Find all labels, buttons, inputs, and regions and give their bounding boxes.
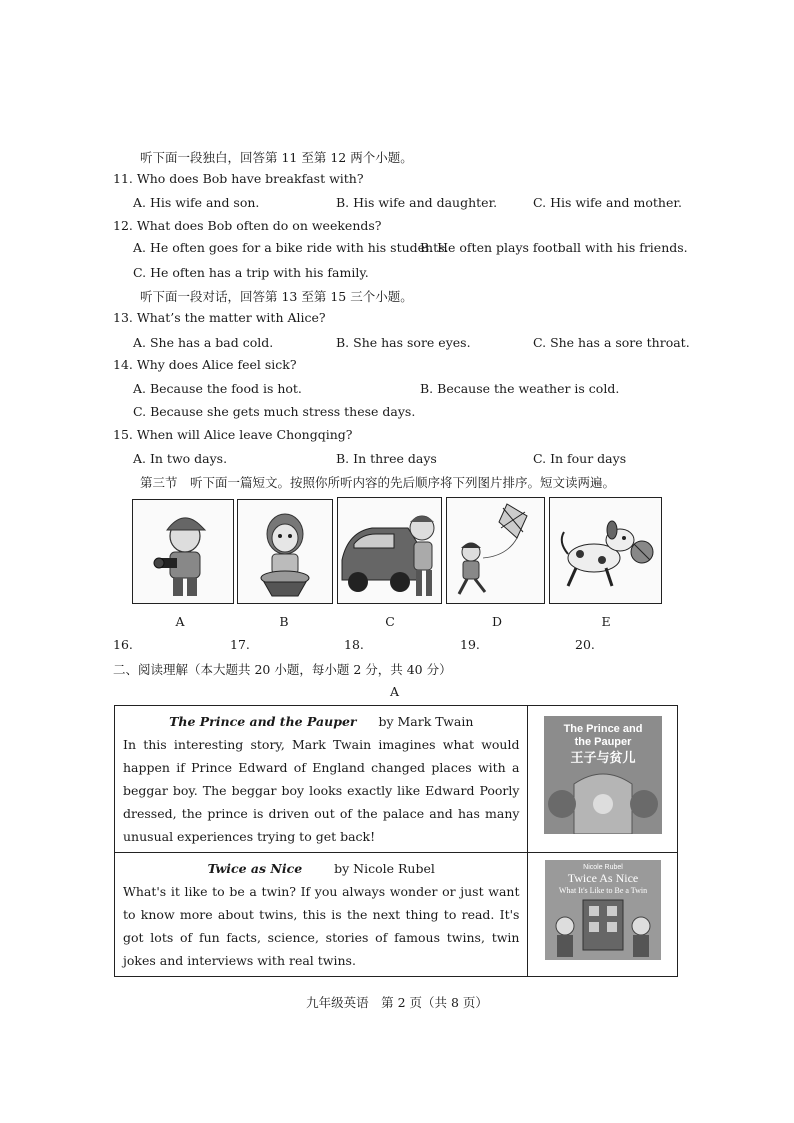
section3-instruction: 第三节 听下面一篇短文。按照你所听内容的先后顺序将下列图片排序。短文读两遍。 [140, 475, 616, 490]
q11-option-a: A. His wife and son. [133, 195, 260, 210]
svg-text:王子与贫儿: 王子与贫儿 [570, 751, 636, 766]
question-13: 13. What’s the matter with Alice? [113, 310, 326, 325]
answer-20: 20. [575, 637, 595, 652]
q14-option-a: A. Because the food is hot. [133, 381, 302, 396]
passage-letter: A [390, 684, 400, 699]
picture-label-c: C [385, 614, 395, 629]
q15-option-c: C. In four days [533, 451, 627, 466]
picture-label-a: A [175, 614, 185, 629]
picture-label-e: E [601, 614, 611, 629]
svg-text:What It's Like to Be a Twin: What It's Like to Be a Twin [558, 886, 647, 895]
book-cover-prince-pauper [544, 716, 662, 834]
page-footer: 九年级英语 第 2 页（共 8 页） [306, 995, 488, 1010]
book-title-line [123, 710, 519, 733]
q15-option-b: B. In three days [336, 451, 437, 466]
answer-18: 18. [344, 637, 364, 652]
picture-b-girl-cooking [237, 499, 333, 604]
q13-option-b: B. She has sore eyes. [336, 335, 471, 350]
picture-c-boy-washing-car [337, 497, 442, 604]
book-cover-cell [528, 706, 678, 853]
svg-text:Nicole Rubel: Nicole Rubel [582, 864, 623, 871]
question-14: 14. Why does Alice feel sick? [113, 357, 297, 372]
picture-label-d: D [491, 614, 503, 629]
book-title-line [123, 857, 519, 880]
dialog-instruction: 听下面一段对话，回答第 13 至第 15 三个小题。 [140, 289, 413, 304]
book-cover-twice-as-nice [545, 860, 661, 960]
q13-option-c: C. She has a sore throat. [533, 335, 690, 350]
answer-19: 19. [460, 637, 480, 652]
q12-option-c: C. He often has a trip with his family. [133, 265, 369, 280]
q14-option-b: B. Because the weather is cold. [420, 381, 620, 396]
book-row [115, 706, 678, 853]
question-11: 11. Who does Bob have breakfast with? [113, 171, 364, 186]
picture-a-boy-camera [132, 499, 234, 604]
q11-option-c: C. His wife and mother. [533, 195, 682, 210]
book-row [115, 853, 678, 977]
book-author: by Nicole Rubel [334, 861, 435, 876]
book-cover-cell [528, 853, 678, 977]
book-table [114, 705, 678, 977]
question-12: 12. What does Bob often do on weekends? [113, 218, 382, 233]
picture-label-b: B [279, 614, 289, 629]
picture-d-girl-flying-kite [446, 497, 545, 604]
answer-16: 16. [113, 637, 133, 652]
part2-heading: 二、阅读理解（本大题共 20 小题，每小题 2 分，共 40 分） [113, 662, 452, 677]
book-text-cell [115, 853, 528, 977]
book-title: Twice as Nice [207, 861, 303, 876]
question-15: 15. When will Alice leave Chongqing? [113, 427, 353, 442]
book-description: What's it like to be a twin? If you always wonder or just want to know more about twins, this is the next thing to read. It's got lots of fun facts, science, stories of famous twins, twin jokes and interviews with real twins. [123, 884, 520, 968]
book-description: In this interesting story, Mark Twain imagines what would happen if Prince Edward of England changed places with a beggar boy. The beggar boy looks exactly like Edward Poorly dressed, the prince is driven out of the palace and has many unusual experiences trying to get back! [123, 737, 520, 844]
monologue-instruction: 听下面一段独白，回答第 11 至第 12 两个小题。 [140, 150, 413, 165]
q12-option-a: A. He often goes for a bike ride with his students. [133, 240, 449, 255]
q11-option-b: B. His wife and daughter. [336, 195, 498, 210]
answer-17: 17. [230, 637, 250, 652]
book-author: by Mark Twain [378, 714, 474, 729]
book-title: The Prince and the Pauper [169, 714, 357, 729]
book-text-cell [115, 706, 528, 853]
svg-text:the Pauper: the Pauper [574, 736, 632, 748]
svg-text:The Prince and: The Prince and [563, 723, 643, 735]
svg-text:Twice As Nice: Twice As Nice [567, 871, 638, 885]
q12-option-b: B. He often plays football with his friends. [420, 240, 688, 255]
q15-option-a: A. In two days. [133, 451, 228, 466]
q13-option-a: A. She has a bad cold. [133, 335, 274, 350]
picture-e-dog-ball [549, 497, 662, 604]
q14-option-c: C. Because she gets much stress these days. [133, 404, 416, 419]
